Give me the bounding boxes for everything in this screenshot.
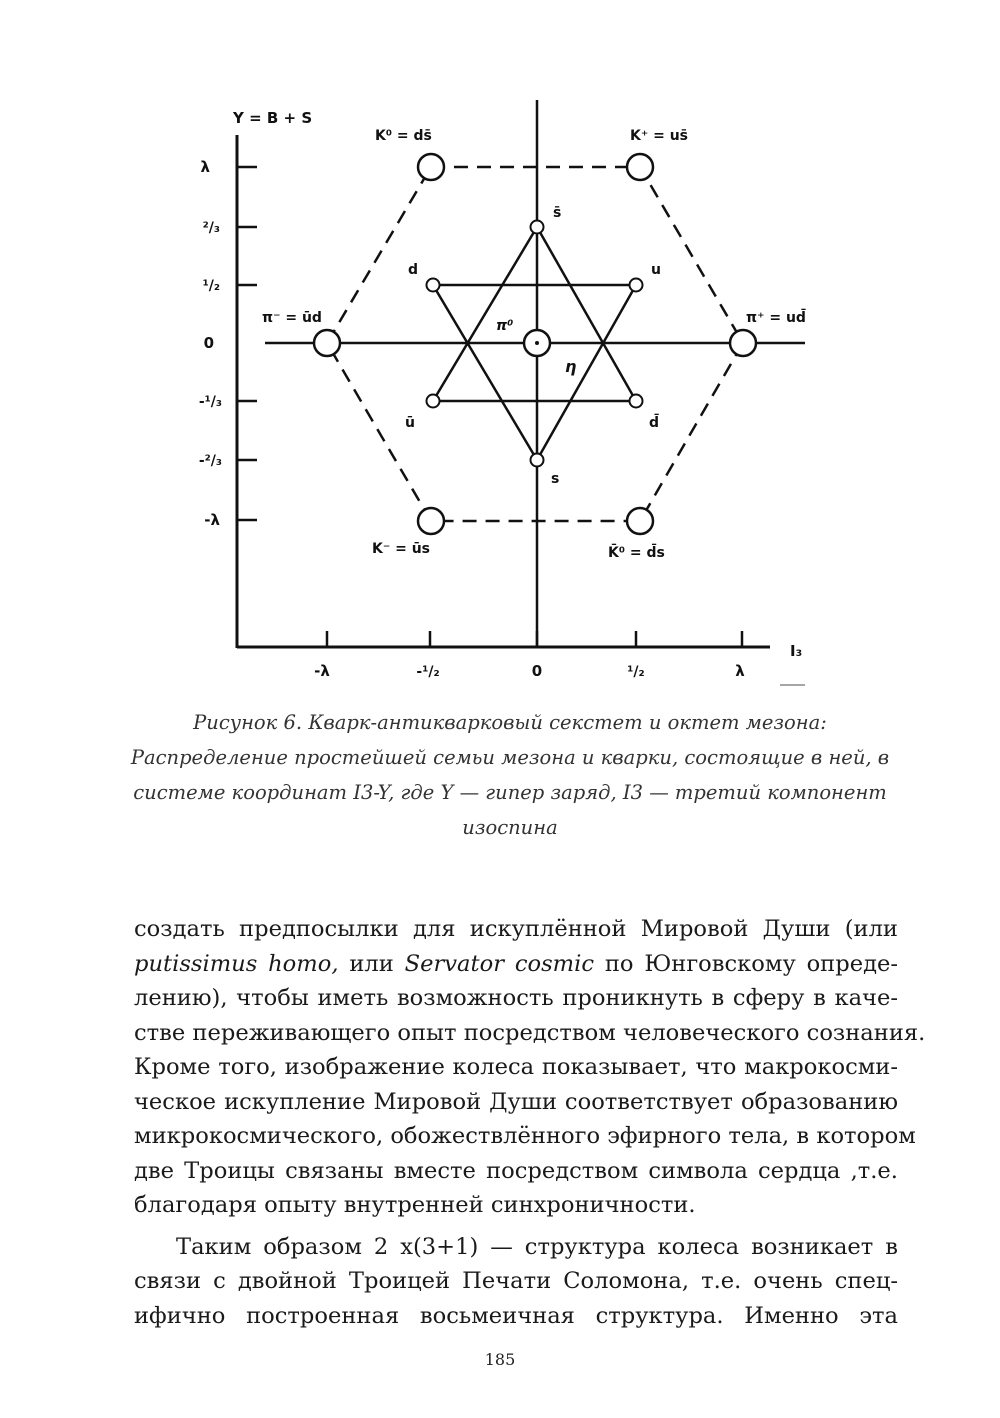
y-tick-label: λ — [200, 158, 210, 176]
d-label: d — [408, 262, 419, 278]
text-line: лению), чтобы иметь возможность проникнуть в сферу в каче- — [134, 985, 898, 1011]
k0-node — [418, 154, 444, 180]
latin-term: putissimus homo, — [134, 950, 339, 977]
quark-triangle — [433, 285, 636, 460]
text-line: ифично построенная восьмеичная структура. Именно эта — [134, 1302, 898, 1329]
s-node — [531, 454, 544, 467]
dbar-label: d̄ — [649, 415, 660, 431]
pi0-label: π⁰ — [496, 318, 514, 334]
text-line: Таким образом 2 x(3+1) — структура колеса возникает в — [176, 1233, 898, 1260]
text-line: благодаря опыту внутренней синхроничности. — [134, 1192, 696, 1218]
antiquark-triangle — [433, 227, 636, 401]
y-tick-label: -λ — [204, 511, 220, 529]
kplus-label: K⁺ = us̄ — [630, 128, 689, 144]
text-line — [134, 947, 898, 982]
piminus-node — [314, 330, 340, 356]
text-run: по Юнговскому опреде- — [594, 950, 898, 977]
page-number: 185 — [484, 1350, 516, 1369]
body-text — [134, 912, 926, 1333]
ubar-node — [427, 395, 440, 408]
k0bar-label: K̄⁰ = d̄s — [608, 545, 665, 561]
y-tick-label: ²/₃ — [202, 220, 220, 236]
caption-line: системе координат I3-Y, где Y — гипер заряд, I3 — третий компонент — [133, 781, 887, 804]
caption-line: изоспина — [462, 816, 558, 839]
y-tick-label: -²/₃ — [198, 453, 222, 469]
text-line: стве переживающего опыт посредством человеческого сознания. — [134, 1019, 926, 1046]
text-line: две Троицы связаны вместе посредством символа сердца ,т.е. — [134, 1157, 898, 1184]
k0-label: K⁰ = ds̄ — [375, 128, 432, 144]
text-line: связи с двойной Троицей Печати Соломона, т.е. очень спец- — [134, 1268, 898, 1294]
sbar-label: s̄ — [553, 205, 562, 221]
caption-line: Рисунок 6. Кварк-антикварковый секстет и октет мезона: — [193, 711, 827, 734]
y-tick-marks — [237, 167, 257, 520]
x-tick-label: -¹/₂ — [416, 664, 440, 680]
piminus-label: π⁻ = ūd — [262, 310, 322, 326]
x-tick-label: -λ — [314, 662, 330, 680]
quark-meson-diagram — [0, 0, 1000, 700]
y-tick-label: -¹/₃ — [198, 394, 222, 410]
x-tick-label: ¹/₂ — [627, 664, 645, 680]
x-tick-marks — [327, 631, 742, 647]
sbar-node — [531, 221, 544, 234]
ubar-label: ū — [405, 415, 415, 431]
u-node — [630, 279, 643, 292]
paragraph — [134, 1230, 898, 1334]
dbar-node — [630, 395, 643, 408]
u-label: u — [651, 262, 661, 278]
caption-line: Распределение простейшей семьи мезона и кварки, состоящие в ней, в — [130, 746, 890, 769]
latin-term: Servator cosmic — [404, 950, 594, 977]
kminus-label: K⁻ = ūs — [372, 541, 431, 557]
k0bar-node — [627, 508, 653, 534]
kminus-node — [418, 508, 444, 534]
text-line: ческое искупление Мировой Души соответствует образованию — [134, 1088, 898, 1115]
s-label: s — [551, 471, 560, 487]
x-tick-label: λ — [735, 662, 745, 680]
y-tick-label: ¹/₂ — [202, 278, 220, 294]
text-line: создать предпосылки для искуплённой Мировой Души (или — [134, 916, 898, 942]
y-axis-title: Y = B + S — [233, 109, 313, 127]
piplus-node — [730, 330, 756, 356]
piplus-label: π⁺ = ud̄ — [746, 310, 806, 326]
centre-dot — [535, 341, 539, 345]
text-line: Кроме того, изображение колеса показывает, что макрокосми- — [134, 1054, 898, 1080]
eta-label: η — [565, 357, 577, 376]
kplus-node — [627, 154, 653, 180]
figure-caption — [120, 705, 900, 845]
paragraph — [134, 912, 926, 1223]
text-line: микрокосмического, обожествлённого эфирного тела, в котором — [134, 1123, 916, 1149]
text-run: или — [338, 950, 405, 977]
y-tick-label: 0 — [203, 334, 214, 352]
d-node — [427, 279, 440, 292]
x-tick-label: 0 — [531, 662, 543, 680]
x-axis-title: I₃ — [790, 642, 803, 660]
